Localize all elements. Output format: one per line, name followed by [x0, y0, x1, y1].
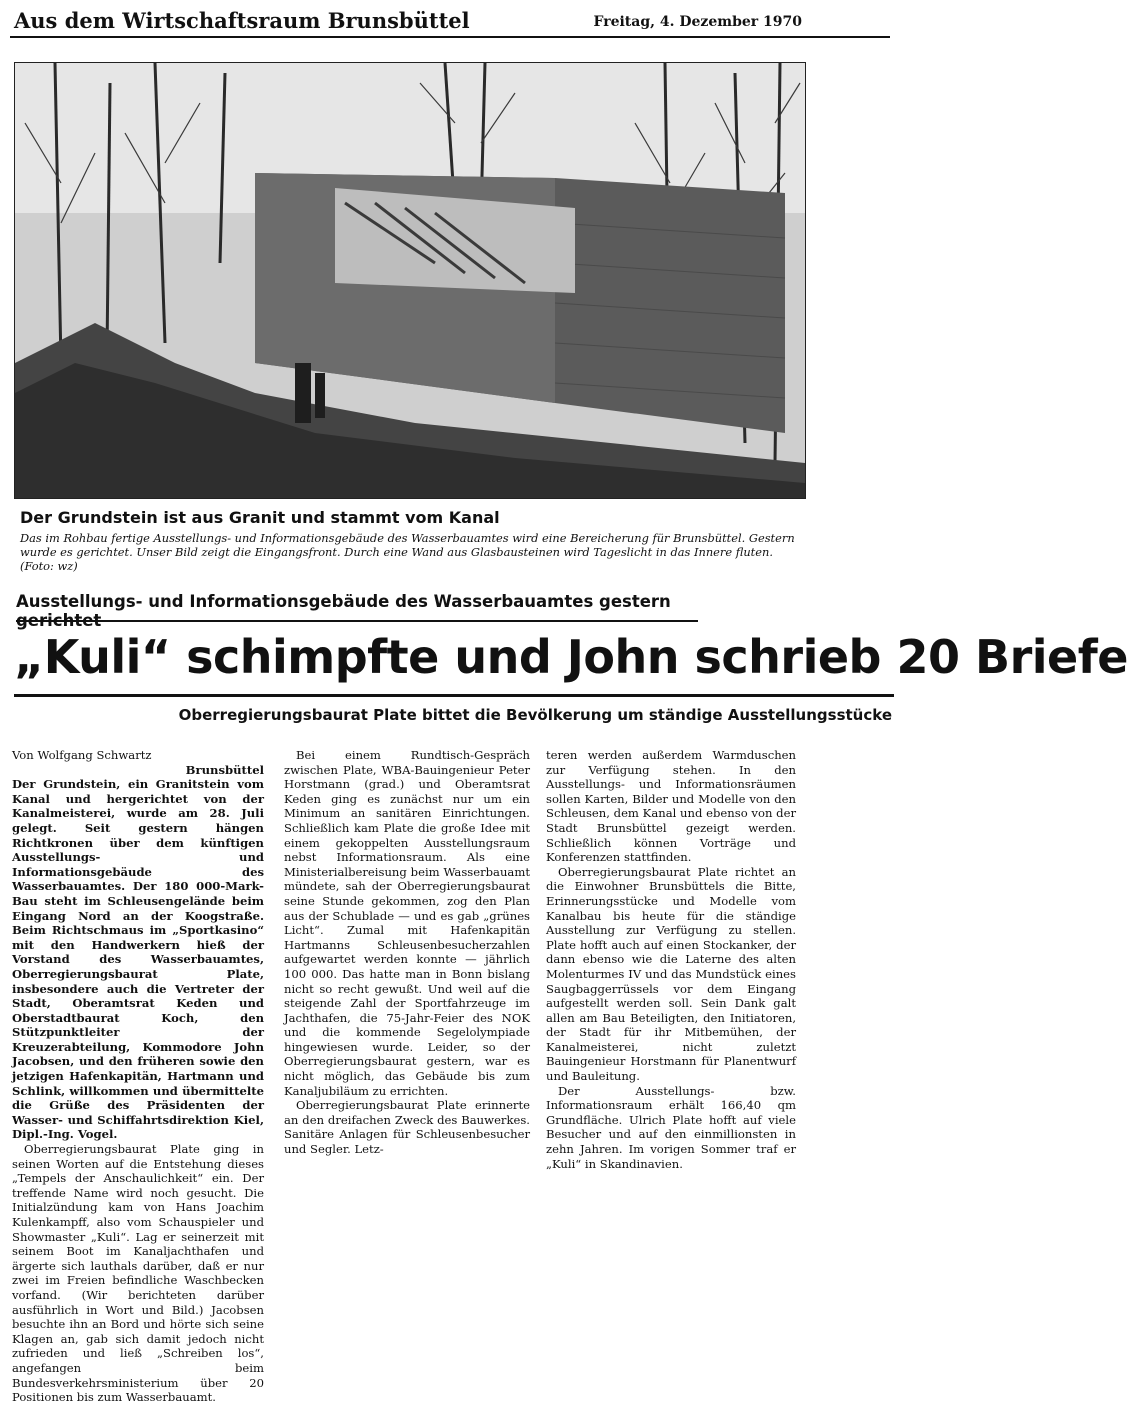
section-title: Aus dem Wirtschaftsraum Brunsbüttel — [14, 8, 470, 33]
lead-paragraph: Der Grundstein, ein Granitstein vom Kanal und hergerichtet von der Kanalmeisterei, wurde am 28. Juli gelegt. Seit gestern hängen Richtkronen über dem künftigen Ausstellungs- und Informationsgebäude des Wasserbauamtes. Der 180 000-Mark-Bau steht im Schleusengelände beim Eingang Nord an der Koogstraße. Beim Richtschmaus im „Sportkasino“ mit den Handwerkern hieß der Vorstand des Wasserbauamtes, Oberregierungsbaurat Plate, insbesondere auch die Vertreter der Stadt, Oberamtsrat Keden und Oberstadtbaurat Koch, den Stützpunktleiter der Kreuzerabteilung, Kommodore John Jacobsen, und den früheren sowie den jetzigen Hafenkapitän, Hartmann und Schlink, willkommen und übermittelte die Grüße des Präsidenten der Wasser- und Schiffahrtsdirektion Kiel, Dipl.-Ing. Vogel. — [12, 777, 264, 1142]
dateline: Freitag, 4. Dezember 1970 — [593, 14, 802, 30]
body-paragraph: Oberregierungsbaurat Plate richtet an die Einwohner Brunsbüttels die Bitte, Erinnerungsstücke und Modelle vom Kanalbau bis heute für die ständige Ausstellung zur Verfügung zu stellen. Plate hofft auch auf einen Stockanker, der dann ebenso wie die Laterne des alten Molenturmes IV und das Mundstück eines Saugbaggerrüssels vor dem Eingang aufgestellt werden soll. Sein Dank galt allen am Bau Beteiligten, den Initiatoren, der Stadt für ihr Mitbemühen, der Kanalmeisterei, nicht zuletzt Bauingenieur Horstmann für Planentwurf und Bauleitung. — [546, 864, 796, 1084]
body-paragraph: Der Ausstellungs- bzw. Informationsraum erhält 166,40 qm Grundfläche. Ulrich Plate hofft auf viele Besucher und auf den einmillionsten in zehn Jahren. Im vorigen Sommer traf er „Kuli“ in Skandinavien. — [546, 1083, 796, 1171]
building-photo — [14, 62, 806, 499]
body-paragraph: Bei einem Rundtisch-Gespräch zwischen Plate, WBA-Bauingenieur Peter Horstmann (grad.) und Oberamtsrat Keden ging es zunächst nur um ein Minimum an sanitären Einrichtungen. Schließlich kam Plate die große Idee mit einem gekoppelten Ausstellungsraum nebst Informationsraum. Als eine Ministerialbereisung beim Wasserbauamt mündete, sah der Oberregierungsbaurat seine Stunde gekommen, zog den Plan aus der Schublade — und es gab „grünes Licht“. Zumal mit Hafenkapitän Hartmanns Schleusenbesucherzahlen aufgewartet werden konnte — jährlich 100 000. Das hatte man in Bonn bislang nicht so recht gewußt. Und weil auf die steigende Zahl der Sportfahrzeuge im Jachthafen, die 75-Jahr-Feier des NOK und die kommende Segelolympiade hingewiesen wurde. Leider, so der Oberregierungsbaurat gestern, war es nicht möglich, das Gebäude bis zum Kanaljubiläum zu errichten. — [284, 748, 530, 1098]
photo-caption-title: Der Grundstein ist aus Granit und stammt vom Kanal — [20, 508, 500, 527]
article-kicker: Ausstellungs- und Informationsgebäude des Wasserbauamtes gestern gerichtet — [16, 592, 698, 622]
body-paragraph: Oberregierungsbaurat Plate ging in seinen Worten auf die Entstehung dieses „Tempels der Anschaulichkeit“ ein. Der treffende Name wird noch gesucht. Die Initialzündung kam von Hans Joachim Kulenkampff, also vom Schauspieler und Showmaster „Kuli“. Lag er seinerzeit mit seinem Boot im Kanaljachthafen und ärgerte sich lauthals darüber, daß er nur zwei im Freien befindliche Waschbecken vorfand. (Wir berichteten darüber ausführlich in Wort und Bild.) Jacobsen besuchte ihn an Bord und hörte sich seine Klagen an, gab sich damit jedoch nicht zufrieden und ließ „Schreiben los“, angefangen beim Bundesverkehrsministerium über 20 Positionen bis zum Wasserbauamt. — [12, 1142, 264, 1405]
article-headline: „Kuli“ schimpfte und John schrieb 20 Briefe — [14, 624, 894, 697]
article-column-3 — [546, 748, 796, 1171]
photo-caption-text: Das im Rohbau fertige Ausstellungs- und Informationsgebäude des Wasserbauamtes wird eine Bereicherung für Brunsbüttel. Gestern wurde es gerichtet. Unser Bild zeigt die Eingangsfront. Durch eine Wand aus Glasbausteinen wird Tageslicht in das Innere fluten. (Foto: wz) — [20, 531, 795, 573]
article-column-1 — [12, 748, 264, 1405]
article-column-2 — [284, 748, 530, 1157]
byline: Von Wolfgang Schwartz — [12, 748, 152, 762]
body-paragraph: teren werden außerdem Warmduschen zur Verfügung stehen. In den Ausstellungs- und Informationsräumen sollen Karten, Bilder und Modelle von den Schleusen, dem Kanal und ebenso von der Stadt Brunsbüttel gezeigt werden. Schließlich können Vorträge und Konferenzen stattfinden. — [546, 748, 796, 865]
place-line: Brunsbüttel — [185, 762, 264, 777]
body-paragraph: Oberregierungsbaurat Plate erinnerte an den dreifachen Zweck des Bauwerkes. Sanitäre Anlagen für Schleusenbesucher und Segler. Letz- — [284, 1098, 530, 1157]
article-subhead: Oberregierungsbaurat Plate bittet die Bevölkerung um ständige Ausstellungsstücke — [178, 706, 892, 724]
masthead — [10, 6, 890, 38]
